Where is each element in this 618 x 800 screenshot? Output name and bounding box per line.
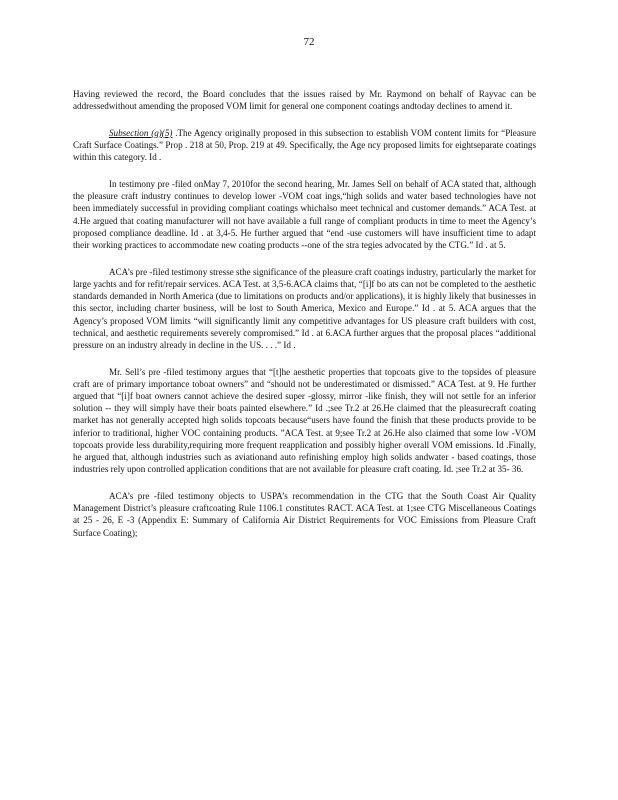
- paragraph-aca-significance: [73, 266, 536, 351]
- paragraph-text: In testimony pre -filed onMay 7, 2010for the second hearing, Mr. James Sell on behalf of ACA stated that, although the pleasure craft industry continues to develop lower -VOM coat ings,“high solids and water based technologies have not been immediately successful in providing compliant coatings whichalso meet technical and customer demands.” ACA Test. at 4.He argued that coating manufacturer will not have available a full range of compliant products in time to meet the Agency’s proposed compliance deadline. Id . at 3,4-5. He further argued that “end -use customers will have insufficient time to adapt their working practices to accommodate new coating products --one of the stra tegies advocated by the CTG.” Id . at 5.: [73, 179, 536, 251]
- paragraph-text: ACA’s pre -filed testimony stresse sthe significance of the pleasure craft coatings industry, particularly the market for large yachts and for refit/repair services. ACA Test. at 3,5-6.ACA claims that, “[i]f bo ats can not be completed to the aesthetic standards demanded in North America (due to limitations on products and/or applications), it is highly likely that businesses in this sector, including charter business, will be lost to South America, Mexico and Europe.” Id . at 5. ACA argues that the Agency’s proposed VOM limits “will significantly limit any competitive advantages for US pleasure craft builders with cost, technical, and aesthetic requirements severely compromised.” Id . at 6.ACA further argues that the proposal places “additional pressure on an industry already in decline in the US. . . .” Id .: [73, 266, 536, 350]
- page-number: 72: [303, 36, 315, 48]
- body-text: [73, 88, 536, 553]
- paragraph-text: ACA’s pre -filed testimony objects to USPA’s recommendation in the CTG that the South Coast Air Quality Management District’s pleasure craftcoating Rule 1106.1 constitutes RACT. ACA Test. at 1;see CTG Miscellaneous Coatings at 25 - 26, E -3 (Appendix E: Summary of California Air District Requirements for VOC Emissions from Pleasure Craft Surface Coating);: [73, 490, 536, 538]
- paragraph-text: Having reviewed the record, the Board concludes that the issues raised by Mr. Raymond on behalf of Rayvac can be addressedwithout amending the proposed VOM limit for general one component coatings andtoday declines to amend it.: [73, 89, 536, 112]
- paragraph-board-conclusion: [73, 88, 536, 112]
- paragraph-subsection-g5: [73, 127, 536, 164]
- paragraph-text: Mr. Sell’s pre -filed testimony argues that “[t]he aesthetic properties that topcoats give to the topsides of pleasure craft are of primary importance toboat owners” and “should not be underestimated or dismissed.” ACA Test. at 9. He further argued that “[i]f boat owners cannot achieve the desired super -glossy, mirror -like finish, they will not settle for an inferior solution -- they will simply have their boats painted elsewhere.” Id .;see Tr.2 at 26.He claimed that the pleasurecraft coating market has not generally accepted high solids topcoats because“users have found the finish that these products provide to be inferior to traditional, higher VOC containing products. ”ACA Test. at 9;see Tr.2 at 26.He also claimed that some low -VOM topcoats provide less durability,requiring more frequent reapplication and possibly higher overall VOM emissions. Id .Finally, he argued that, although industries such as aviationand auto refinishing employ high solids andwater - based coatings, those industries rely upon controlled application conditions that are not available for pleasure craft coating. Id. ;see Tr.2 at 35- 36.: [73, 366, 536, 475]
- subsection-heading: Subsection (g)(5): [109, 127, 173, 138]
- paragraph-text: .The Agency originally proposed in this subsection to establish VOM content limits for “Pleasure Craft Surface Coatings.” Prop . 218 at 50, Prop. 219 at 49. Specifically, the Age ncy proposed limits for eightseparate coatings within this category. Id .: [73, 127, 537, 163]
- paragraph-usepa-objection: [73, 490, 536, 539]
- paragraph-aesthetic-properties: [73, 366, 536, 476]
- paragraph-sell-testimony: [73, 178, 536, 251]
